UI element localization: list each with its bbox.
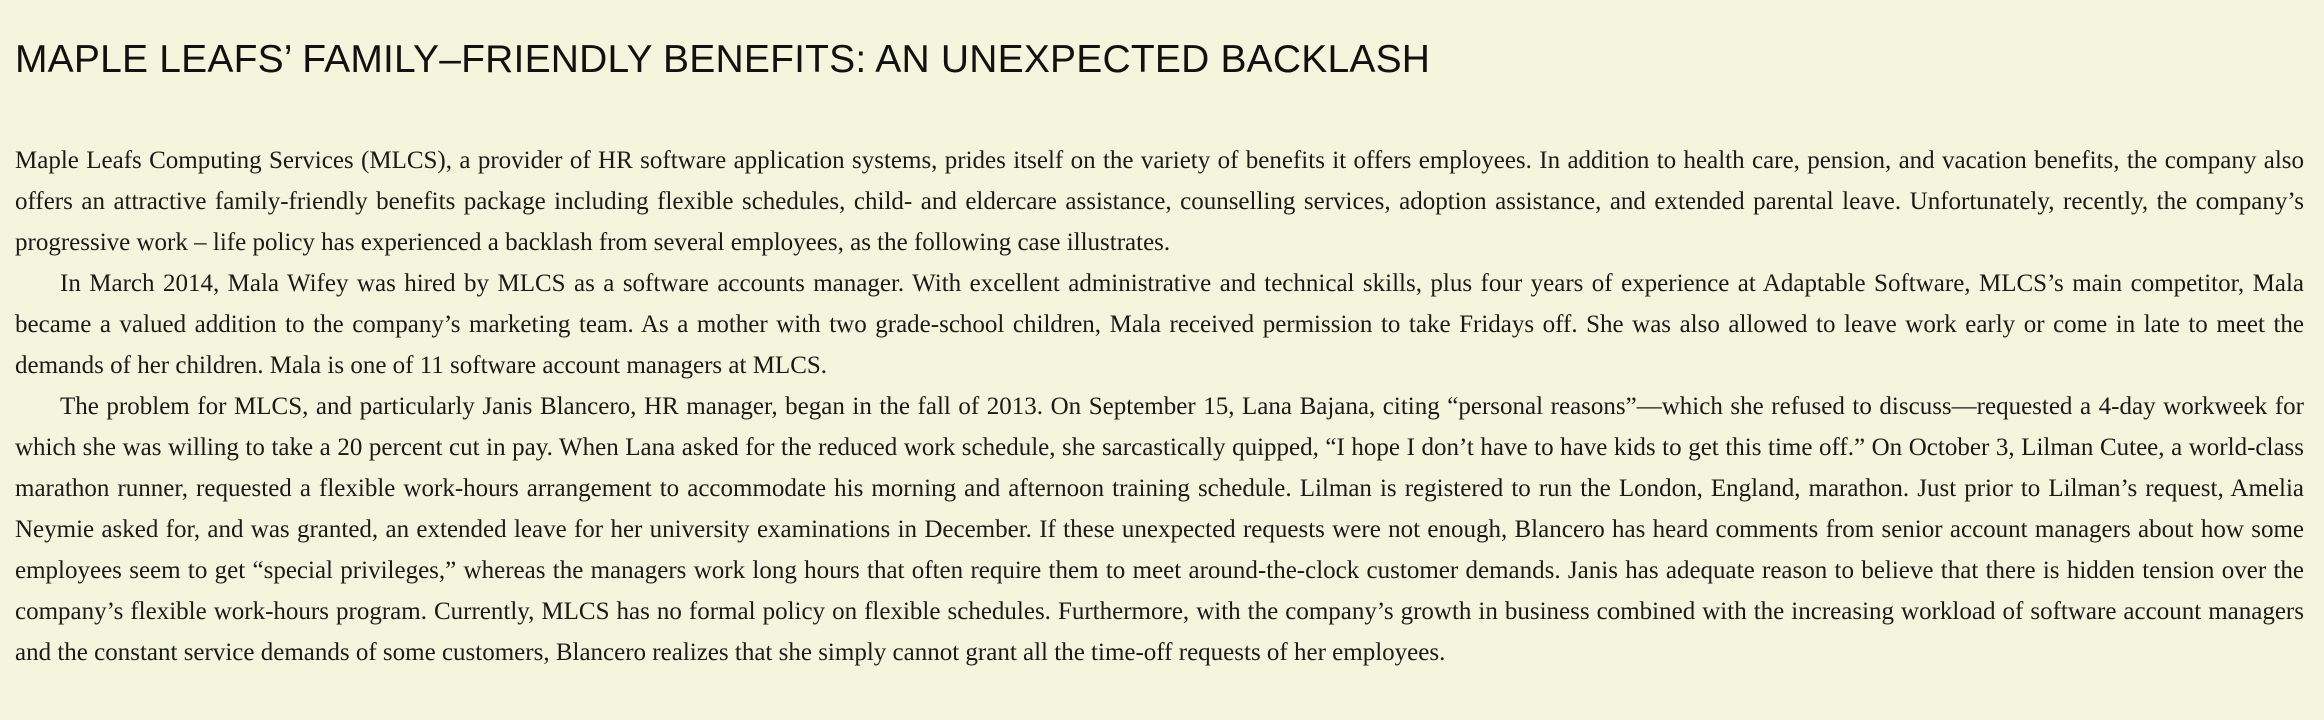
- article-title: MAPLE LEAFS’ FAMILY–FRIENDLY BENEFITS: AN UNEXPECTED BACKLASH: [15, 38, 1431, 81]
- paragraph-intro: Maple Leafs Computing Services (MLCS), a provider of HR software application systems, prides itself on the variety of benefits it offers employees. In addition to health care, pension, and vacation benefits, the company also offers an attractive family-friendly benefits package including flexible schedules, child- and eldercare assistance, counselling services, adoption assistance, and extended parental leave. Unfortunately, recently, the company’s progressive work – life policy has experienced a backlash from several employees, as the following case illustrates.: [15, 147, 2304, 256]
- paragraph-problem: The problem for MLCS, and particularly Janis Blancero, HR manager, began in the fall of 2013. On September 15, Lana Bajana, citing “personal reasons”—which she refused to discuss—requested a 4-day workweek for which she was willing to take a 20 percent cut in pay. When Lana asked for the reduced work schedule, she sarcastically quipped, “I hope I don’t have to have kids to get this time off.” On October 3, Lilman Cutee, a world-class marathon runner, requested a flexible work-hours arrangement to accommodate his morning and afternoon training schedule. Lilman is registered to run the London, England, marathon. Just prior to Lilman’s request, Amelia Neymie asked for, and was granted, an extended leave for her university examinations in December. If these unexpected requests were not enough, Blancero has heard comments from senior account managers about how some employees seem to get “special privileges,” whereas the managers work long hours that often require them to meet around-the-clock customer demands. Janis has adequate reason to believe that there is hidden tension over the company’s flexible work-hours program. Currently, MLCS has no formal policy on flexible schedules. Furthermore, with the company’s growth in business combined with the increasing workload of software account managers and the constant service demands of some customers, Blancero realizes that she simply cannot grant all the time-off requests of her employees.: [15, 393, 2304, 666]
- paragraph-mala-wifey: In March 2014, Mala Wifey was hired by MLCS as a software accounts manager. With excellent administrative and technical skills, plus four years of experience at Adaptable Software, MLCS’s main competitor, Mala became a valued addition to the company’s marketing team. As a mother with two grade-school children, Mala received permission to take Fridays off. She was also allowed to leave work early or come in late to meet the demands of her children. Mala is one of 11 software account managers at MLCS.: [15, 270, 2304, 379]
